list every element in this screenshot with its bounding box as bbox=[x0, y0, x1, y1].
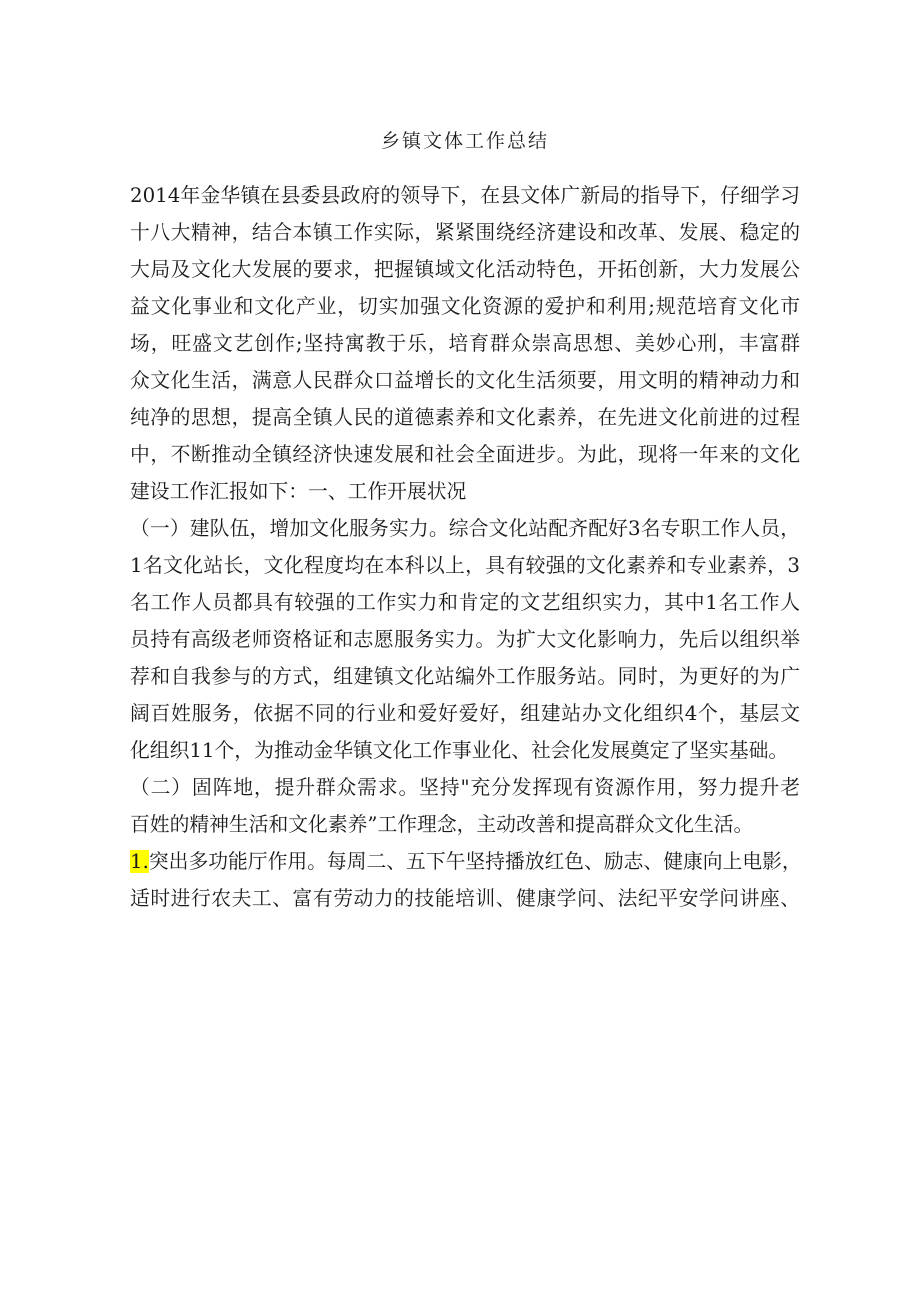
text-line: 中，不断推动全镇经济快速发展和社会全面进步。为此，现将一年来的文化 bbox=[130, 442, 800, 466]
text-line-content: 突出多功能厅作用。每周二、五下午坚持播放红色、励志、健康向上电影， bbox=[148, 849, 802, 873]
text-line: 众文化生活，满意人民群众口益增长的文化生活须要，用文明的精神动力和 bbox=[130, 368, 800, 392]
document-title: 乡镇文体工作总结 bbox=[380, 130, 549, 152]
text-line: （二）固阵地，提升群众需求。坚持"充分发挥现有资源作用，努力提升老 bbox=[130, 775, 800, 799]
text-line: 建设工作汇报如下：一、工作开展状况 bbox=[130, 479, 467, 503]
paragraph-team-building bbox=[130, 510, 800, 769]
text-line: 大局及文化大发展的要求，把握镇域文化活动特色，开拓创新，大力发展公 bbox=[130, 257, 800, 281]
text-line: 适时进行农夫工、富有劳动力的技能培训、健康学问、法纪平安学问讲座、 bbox=[130, 886, 800, 910]
text-line: （一）建队伍，增加文化服务实力。综合文化站配齐配好3名专职工作人员， bbox=[130, 516, 800, 540]
text-line: 名工作人员都具有较强的工作实力和肯定的文艺组织实力，其中1名工作人 bbox=[130, 590, 800, 614]
document-page bbox=[130, 128, 800, 917]
list-marker-highlighted: 1. bbox=[130, 849, 149, 873]
text-line: 场，旺盛文艺创作;坚持寓教于乐，培育群众崇高思想、美妙心刑，丰富群 bbox=[130, 331, 800, 355]
text-line bbox=[130, 843, 800, 880]
text-line: 纯净的思想，提高全镇人民的道德素养和文化素养，在先进文化前进的过程 bbox=[130, 405, 800, 429]
text-line: 1名文化站长，文化程度均在本科以上，具有较强的文化素养和专业素养，3 bbox=[130, 553, 800, 577]
text-line: 员持有高级老师资格证和志愿服务实力。为扩大文化影响力，先后以组织举 bbox=[130, 627, 800, 651]
paragraph-multifunction-hall bbox=[130, 843, 800, 917]
paragraph-positions bbox=[130, 769, 800, 843]
text-line: 荐和自我参与的方式，组建镇文化站编外工作服务站。同时，为更好的为广 bbox=[130, 664, 800, 688]
text-line: 百姓的精神生活和文化素养”工作理念，主动改善和提高群众文化生活。 bbox=[130, 812, 754, 836]
text-line: 十八大精神，结合本镇工作实际，紧紧围绕经济建设和改革、发展、稳定的 bbox=[130, 220, 800, 244]
paragraph-intro bbox=[130, 177, 800, 510]
text-line: 阔百姓服务，依据不同的行业和爱好爱好，组建站办文化组织4个，基层文 bbox=[130, 701, 800, 725]
text-line: 2014年金华镇在县委县政府的领导下，在县文体广新局的指导下，仔细学习 bbox=[130, 183, 800, 207]
text-line: 化组织11个，为推动金华镇文化工作事业化、社会化发展奠定了坚实基础。 bbox=[130, 738, 789, 762]
text-line: 益文化事业和文化产业，切实加强文化资源的爱护和利用;规范培育文化市 bbox=[130, 294, 800, 318]
